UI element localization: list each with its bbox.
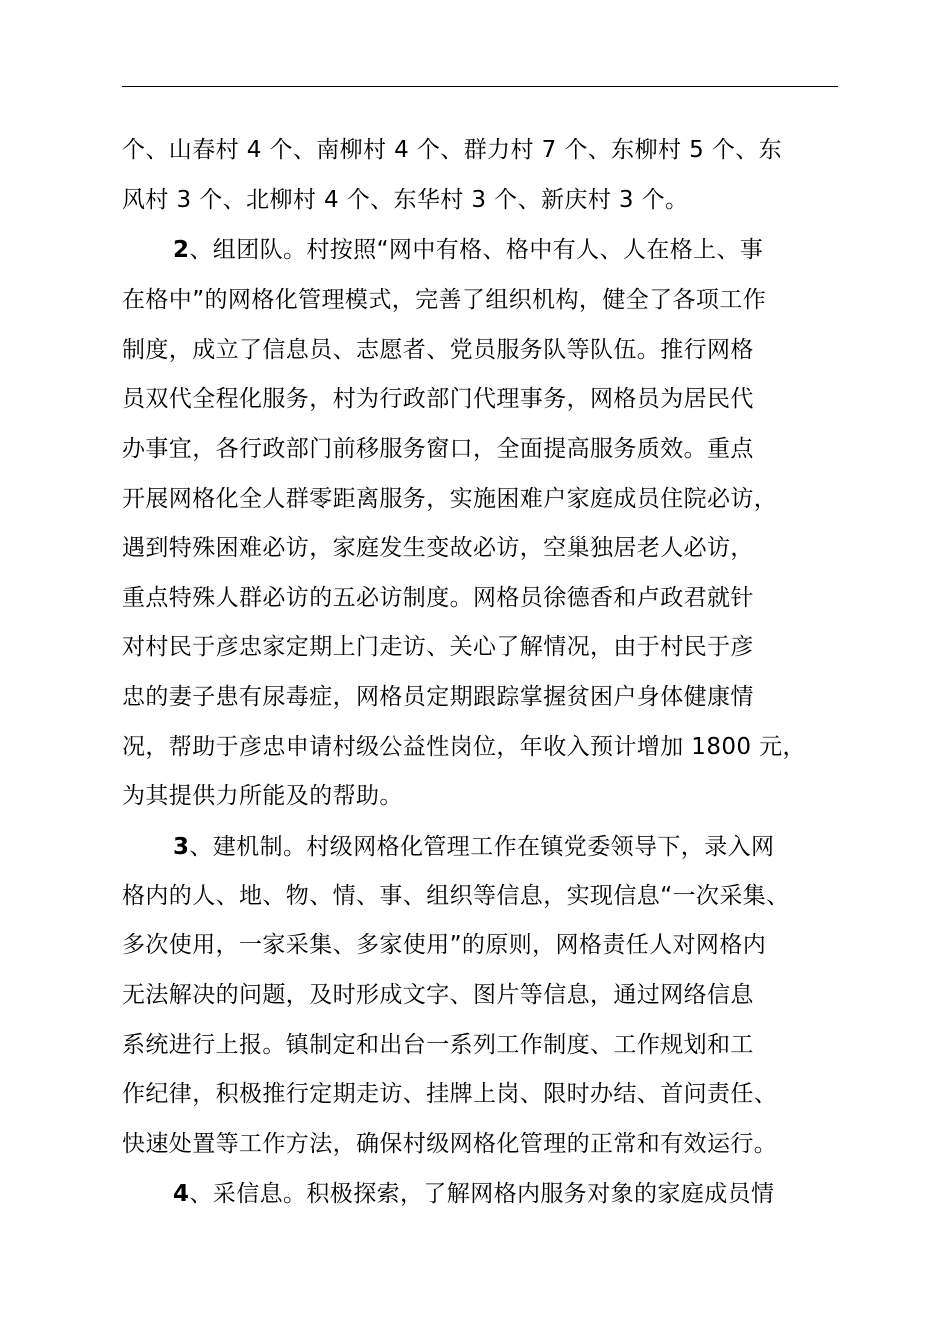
text-line: 况，帮助于彦忠申请村级公益性岗位，年收入预计增加 1800 元， — [122, 734, 806, 760]
text-line: 格内的人、地、物、情、事、组织等信息，实现信息“一次采集、 — [122, 883, 790, 909]
text-span: 、采信息。积极探索，了解网格内服务对象的家庭成员情 — [189, 1181, 775, 1207]
text-line — [173, 832, 774, 862]
text-line: 多次使用，一家采集、多家使用”的原则，网格责任人对网格内 — [122, 932, 767, 958]
section-number: 3 — [173, 834, 190, 860]
text-line: 作纪律，积极推行定期走访、挂牌上岗、限时办结、首问责任、 — [122, 1081, 778, 1107]
text-line: 无法解决的问题，及时形成文字、图片等信息，通过网络信息 — [122, 982, 754, 1008]
text-line: 办事宜，各行政部门前移服务窗口，全面提高服务质效。重点 — [122, 436, 754, 462]
section-number: 4 — [173, 1181, 190, 1207]
text-line: 系统进行上报。镇制定和出台一系列工作制度、工作规划和工 — [122, 1032, 754, 1058]
text-line: 个、山春村 4 个、南柳村 4 个、群力村 7 个、东柳村 5 个、东 — [122, 137, 783, 163]
text-line: 对村民于彦忠家定期上门走访、关心了解情况，由于村民于彦 — [122, 634, 754, 660]
text-line: 制度，成立了信息员、志愿者、党员服务队等队伍。推行网格 — [122, 337, 754, 363]
text-line: 在格中”的网格化管理模式，完善了组织机构，健全了各项工作 — [122, 287, 767, 313]
text-line — [173, 1179, 774, 1209]
text-line: 快速处置等工作方法，确保村级网格化管理的正常和有效运行。 — [122, 1131, 778, 1157]
text-span: 、组团队。村按照“网中有格、格中有人、人在格上、事 — [189, 237, 764, 263]
text-line — [173, 235, 763, 265]
text-line: 风村 3 个、北柳村 4 个、东华村 3 个、新庆村 3 个。 — [122, 187, 689, 213]
text-line: 员双代全程化服务，村为行政部门代理事务，网格员为居民代 — [122, 386, 754, 412]
text-line: 为其提供力所能及的帮助。 — [122, 783, 403, 809]
text-line: 遇到特殊困难必访，家庭发生变故必访，空巢独居老人必访， — [122, 535, 754, 561]
text-line: 开展网格化全人群零距离服务，实施困难户家庭成员住院必访， — [122, 486, 778, 512]
text-span: 、建机制。村级网格化管理工作在镇党委领导下，录入网 — [189, 834, 775, 860]
section-number: 2 — [173, 237, 190, 263]
text-line: 重点特殊人群必访的五必访制度。网格员徐德香和卢政君就针 — [122, 585, 754, 611]
header-rule — [122, 86, 838, 87]
text-line: 忠的妻子患有尿毒症，网格员定期跟踪掌握贫困户身体健康情 — [122, 684, 754, 710]
